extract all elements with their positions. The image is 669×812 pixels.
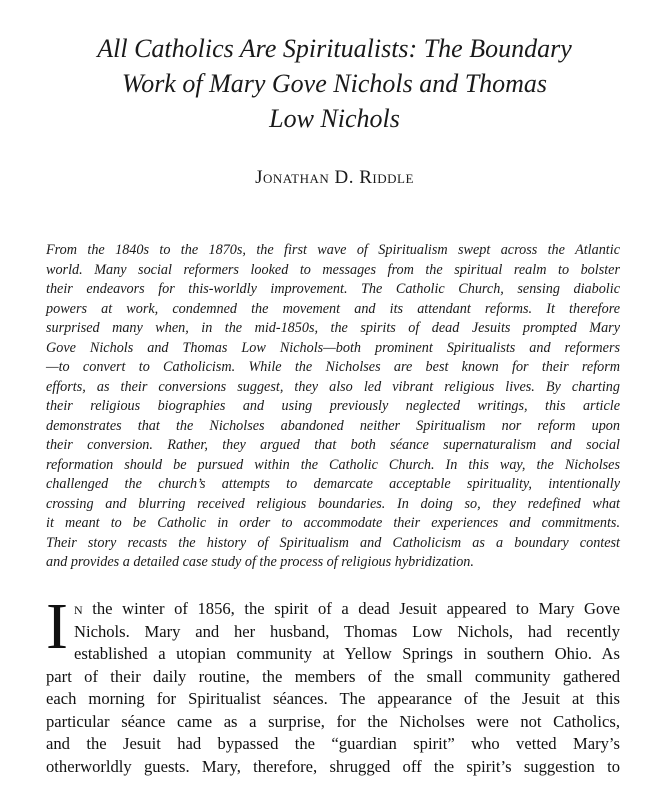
abstract-line: From the 1840s to the 1870s, the first wave of Spiritualism swept across the Atlantic (46, 242, 620, 258)
abstract-line: demonstrates that the Nicholses abandoned neither Spiritualism nor reform upon (46, 417, 620, 434)
abstract-line: it meant to be Catholic in order to accommodate their experiences and commitments. (46, 515, 620, 531)
body-line: Nichols. Mary and her husband, Thomas Low Nichols, had recently (74, 621, 620, 641)
abstract-line: and provides a detailed case study of the process of religious hybridization. (46, 554, 474, 570)
title-line: Low Nichols (269, 104, 400, 133)
abstract-line: their conversion. Rather, they argued that both séance supernaturalism and social (46, 437, 620, 453)
body-line: established a utopian community at Yellow Springs in southern Ohio. As (74, 644, 620, 663)
drop-cap: I (46, 590, 68, 663)
body-line-text: the winter of 1856, the spirit of a dead Jesuit appeared to Mary Gove (82, 599, 620, 618)
title-line: Work of Mary Gove Nichols and Thomas (121, 69, 548, 98)
article-abstract (46, 241, 620, 573)
abstract-line: Their story recasts the history of Spiritualism and Catholicism as a boundary contest (46, 534, 620, 551)
abstract-line: their religious biographies and using previously neglected writings, this article (46, 398, 620, 414)
title-line: All Catholics Are Spiritualists: The Boundary (97, 34, 572, 63)
article-title (40, 31, 629, 136)
body-line: each morning for Spiritualist séances. The appearance of the Jesuit at this (46, 689, 620, 708)
abstract-line: world. Many social reformers looked to messages from the spiritual realm to bolster (46, 261, 620, 278)
body-line: particular séance came as a surprise, for the Nicholses were not Catholics, (46, 711, 620, 731)
first-word-rest: n (74, 599, 83, 618)
body-line: otherworldly guests. Mary, therefore, shrugged off the spirit’s suggestion to (46, 756, 620, 776)
abstract-line: challenged the church’s attempts to demarcate acceptable spirituality, intentionally (46, 476, 620, 492)
body-line: part of their daily routine, the members of the small community gathered (46, 666, 620, 686)
abstract-line: their endeavors for this-worldly improvement. The Catholic Church, sensing diabolic (46, 281, 620, 297)
abstract-line: reformation should be pursued within the Catholic Church. In this way, the Nicholses (46, 456, 620, 473)
abstract-line: powers at work, condemned the movement and its attendant reforms. It therefore (46, 300, 620, 317)
abstract-line: efforts, as their conversions suggest, they also led vibrant religious lives. By charting (46, 378, 620, 395)
body-line (46, 598, 620, 621)
abstract-line: —to convert to Catholicism. While the Nicholses are best known for their reform (46, 359, 620, 375)
article-author: Jonathan D. Riddle (255, 167, 414, 188)
abstract-line: Gove Nichols and Thomas Low Nichols—both prominent Spiritualists and reformers (46, 339, 620, 356)
body-line: and the Jesuit had bypassed the “guardian spirit” who vetted Mary’s (46, 734, 620, 753)
abstract-line: crossing and blurring received religious boundaries. In doing so, they redefined what (46, 495, 620, 512)
article-body (46, 590, 620, 778)
abstract-line: surprised many when, in the mid-1850s, the spirits of dead Jesuits prompted Mary (46, 320, 620, 336)
